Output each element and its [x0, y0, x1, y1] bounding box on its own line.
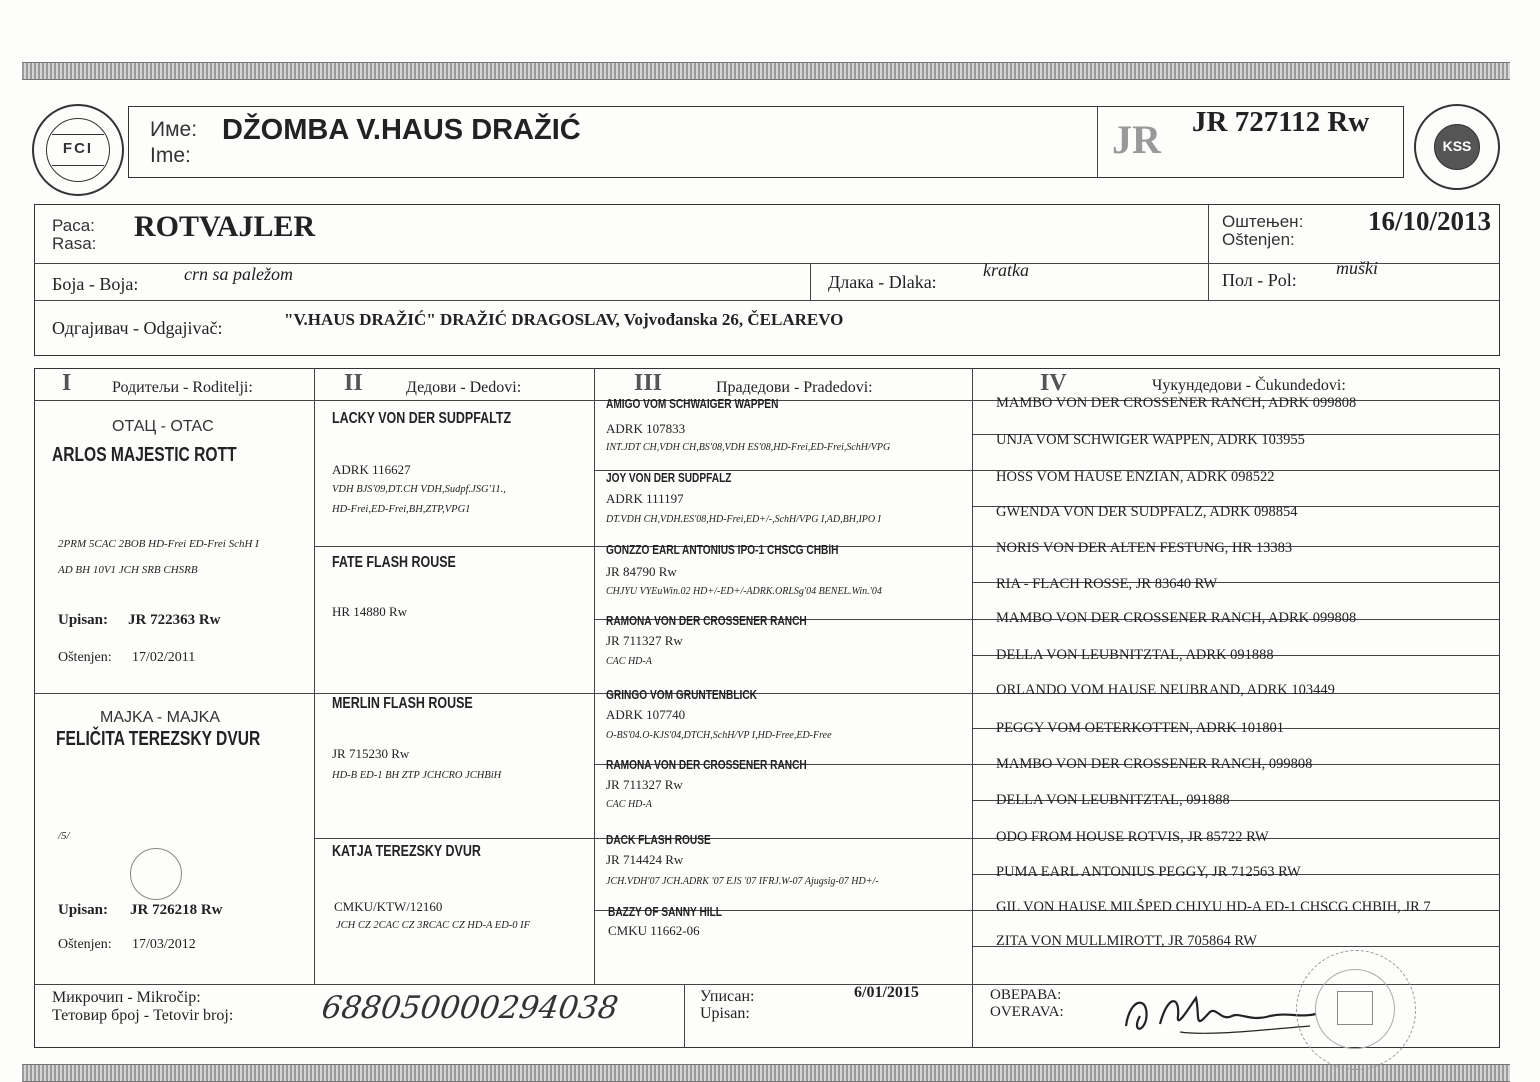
grandparent-reg: CMKU/KTW/12160 [334, 899, 443, 914]
gggp-row: PEGGY VOM OETERKOTTEN, ADRK 101801 [996, 720, 1284, 736]
verified-label-cyr: ОВЕРАВА: [990, 987, 1062, 1003]
ggp-titles: CAC HD-A [606, 656, 652, 667]
dam-note: /5/ [58, 830, 70, 842]
dam-label: MAJKA - MAJKA [100, 709, 221, 726]
gggp-row: UNJA VOM SCHWIGER WAPPEN, ADRK 103955 [996, 432, 1305, 448]
dam-ostenjen: 17/03/2012 [132, 937, 196, 952]
sire-name: ARLOS MAJESTIC ROTT [52, 444, 237, 466]
signature-image [1120, 986, 1320, 1046]
whelped-date: 16/10/2013 [1368, 206, 1492, 236]
col1-title: Родитељи - Roditelji: [112, 379, 253, 396]
ggp-reg: ADRK 107833 [606, 421, 686, 436]
sire-upisan-label: Upisan: [58, 612, 109, 628]
ggp-reg: ADRK 111197 [606, 491, 684, 506]
sex-label: Пол - Pol: [1222, 270, 1297, 290]
sire-label: ОТАЦ - OTAC [112, 418, 214, 435]
gggp-row: ODO FROM HOUSE ROTVIS, JR 85722 RW [996, 829, 1269, 845]
grandparent-name: LACKY VON DER SUDPFALTZ [332, 410, 512, 427]
grandparent-titles: VDH BJS'09,DT.CH VDH,Sudpf.JSG'11., [332, 484, 506, 495]
ggp-reg: JR 711327 Rw [606, 633, 683, 648]
ggp-reg: JR 84790 Rw [606, 564, 677, 579]
fci-logo-icon [32, 104, 124, 196]
grandparent-name: MERLIN FLASH ROUSE [332, 695, 473, 712]
ggp-titles: JCH.VDH'07 JCH.ADRK '07 EJS '07 IFRJ.W-07 Ajugsig-07 HD+/- [606, 876, 879, 887]
color-label: Боја - Boja: [52, 274, 139, 294]
ggp-titles: DT.VDH CH,VDH.ES'08,HD-Frei,ED+/-,SchH/VPG I,AD,BH,IPO I [606, 514, 881, 525]
gggp-row: RIA - FLACH ROSSE, JR 83640 RW [996, 576, 1218, 592]
gggp-row: ORLANDO VOM HAUSE NEUBRAND, ADRK 103449 [996, 682, 1335, 698]
dam-ostenjen-label: Oštenjen: [58, 937, 112, 952]
tattoo-label: Тетовир број - Tetovir broj: [52, 1007, 234, 1024]
breed-label-lat: Rasa: [52, 234, 97, 253]
ggp-name: JOY VON DER SUDPFALZ [606, 470, 732, 485]
gggp-row: GIL VON HAUSE MILŠPED CHJYU HD-A ED-1 CHSCG CHBIH, JR 7 [996, 899, 1431, 915]
sire-titles-2: AD BH 10V1 JCH SRB CHSRB [58, 564, 198, 576]
col2-title: Дедови - Dedovi: [406, 379, 522, 396]
grandparent-name: KATJA TEREZSKY DVUR [332, 843, 481, 860]
gggp-row: DELLA VON LEUBNITZTAL, ADRK 091888 [996, 647, 1274, 663]
entered-label-lat: Upisan: [700, 1005, 750, 1022]
grandparent-reg: ADRK 116627 [332, 462, 411, 477]
breed-value: ROTVAJLER [134, 210, 316, 243]
kss-logo-icon [1414, 104, 1500, 190]
ggp-name: AMIGO VOM SCHWAIGER WAPPEN [606, 396, 779, 411]
stamp-circle [130, 848, 182, 900]
top-border-band [22, 62, 1510, 80]
verified-label-lat: OVERAVA: [990, 1004, 1064, 1020]
chip-number: 688050000294038 [319, 990, 621, 1026]
entered-date: 6/01/2015 [854, 984, 919, 1001]
ggp-name: GRINGO VOM GRUNTENBLICK [606, 687, 757, 702]
ggp-reg: JR 714424 Rw [606, 852, 684, 867]
ggp-titles: CHJYU VYEuWin.02 HD+/-ED+/-ADRK.ORLSg'04 BENEL.Win.'04 [606, 586, 882, 597]
ggp-name: GONZZO EARL ANTONIUS IPO-1 CHSCG CHBiH [606, 542, 839, 557]
grandparent-titles: HD-B ED-1 BH ZTP JCHCRO JCHBiH [332, 770, 502, 781]
whelped-label-lat: Oštenjen: [1222, 230, 1295, 249]
bottom-border-band [22, 1064, 1510, 1082]
col4-num: IV [1040, 370, 1067, 396]
ggp-name: RAMONA VON DER CROSSENER RANCH [606, 757, 807, 772]
ggp-name: BAZZY OF SANNY HILL [608, 904, 722, 919]
breeder-value: "V.HAUS DRAŽIĆ" DRAŽIĆ DRAGOSLAV, Vojvođanska 26, ČELAREVO [284, 310, 844, 329]
reg-number: JR 727112 Rw [1192, 106, 1370, 138]
ggp-reg: ADRK 107740 [606, 707, 686, 722]
official-stamp-icon [1296, 950, 1416, 1070]
gggp-row: PUMA EARL ANTONIUS PEGGY, JR 712563 RW [996, 864, 1301, 880]
gggp-row: MAMBO VON DER CROSSENER RANCH, ADRK 099808 [996, 610, 1357, 626]
ggp-reg: JR 711327 Rw [606, 777, 683, 792]
sire-upisan: JR 722363 Rw [128, 612, 221, 628]
name-label-lat: Ime: [150, 144, 191, 167]
gggp-row: GWENDA VON DER SUDPFALZ, ADRK 098854 [996, 504, 1298, 520]
sire-titles-1: 2PRM 5CAC 2BOB HD-Frei ED-Frei SchH I [58, 538, 259, 550]
dam-upisan-label: Upisan: [58, 902, 109, 918]
sex-value: muški [1336, 258, 1378, 278]
ggp-titles: CAC HD-A [606, 799, 652, 810]
ggp-reg: CMKU 11662-06 [608, 923, 700, 938]
col3-title: Прадедови - Pradedovi: [716, 379, 873, 396]
color-value: crn sa paležom [184, 264, 293, 284]
col4-title: Чукундедови - Čukundedovi: [1152, 377, 1346, 394]
col2-num: II [344, 370, 363, 396]
col1-num: I [62, 370, 72, 396]
kss-logo-text: KSS [1442, 138, 1472, 154]
breed-label-cyr: Раса: [52, 216, 95, 235]
coat-value: kratka [983, 260, 1029, 280]
chip-label: Микрочип - Mikročip: [52, 989, 201, 1006]
gggp-row: HOSS VOM HAUSE ENZIAN, ADRK 098522 [996, 469, 1275, 485]
ggp-titles: INT.JDT CH,VDH CH,BS'08,VDH ES'08,HD-Frei,ED-Frei,SchH/VPG [606, 442, 891, 453]
col3-num: III [634, 370, 663, 396]
grandparent-titles: JCH CZ 2CAC CZ 3RCAC CZ HD-A ED-0 IF [336, 920, 531, 931]
ggp-name: DACK FLASH ROUSE [606, 832, 711, 847]
dog-name: DŽOMBA V.HAUS DRAŽIĆ [222, 114, 581, 146]
gggp-row: NORIS VON DER ALTEN FESTUNG, HR 13383 [996, 540, 1293, 556]
dam-upisan: JR 726218 Rw [130, 902, 223, 918]
reg-prefix: JR [1112, 117, 1161, 162]
sire-ostenjen: 17/02/2011 [132, 650, 196, 665]
grandparent-name: FATE FLASH ROUSE [332, 554, 456, 571]
entered-label-cyr: Уписан: [700, 988, 755, 1005]
gggp-row: MAMBO VON DER CROSSENER RANCH, 099808 [996, 756, 1313, 772]
dam-name: FELIČITA TEREZSKY DVUR [56, 728, 261, 750]
grandparent-reg: HR 14880 Rw [332, 604, 408, 619]
ggp-titles: O-BS'04.O-KJS'04,DTCH,SchH/VP I,HD-Free,ED-Free [606, 730, 832, 741]
gggp-row: DELLA VON LEUBNITZTAL, 091888 [996, 792, 1230, 808]
grandparent-titles: HD-Frei,ED-Frei,BH,ZTP,VPG1 [332, 504, 471, 515]
name-label-cyr: Име: [150, 118, 198, 141]
coat-label: Длака - Dlaka: [828, 272, 937, 292]
grandparent-reg: JR 715230 Rw [332, 746, 410, 761]
ggp-name: RAMONA VON DER CROSSENER RANCH [606, 613, 807, 628]
breeder-label: Одгајивач - Odgajivač: [52, 318, 223, 338]
gggp-row: ZITA VON MULLMIROTT, JR 705864 RW [996, 933, 1257, 949]
whelped-label-cyr: Оштењен: [1222, 212, 1304, 231]
sire-ostenjen-label: Oštenjen: [58, 650, 112, 665]
fci-logo-text: FCI [62, 140, 94, 157]
gggp-row: MAMBO VON DER CROSSENER RANCH, ADRK 099808 [996, 395, 1357, 411]
